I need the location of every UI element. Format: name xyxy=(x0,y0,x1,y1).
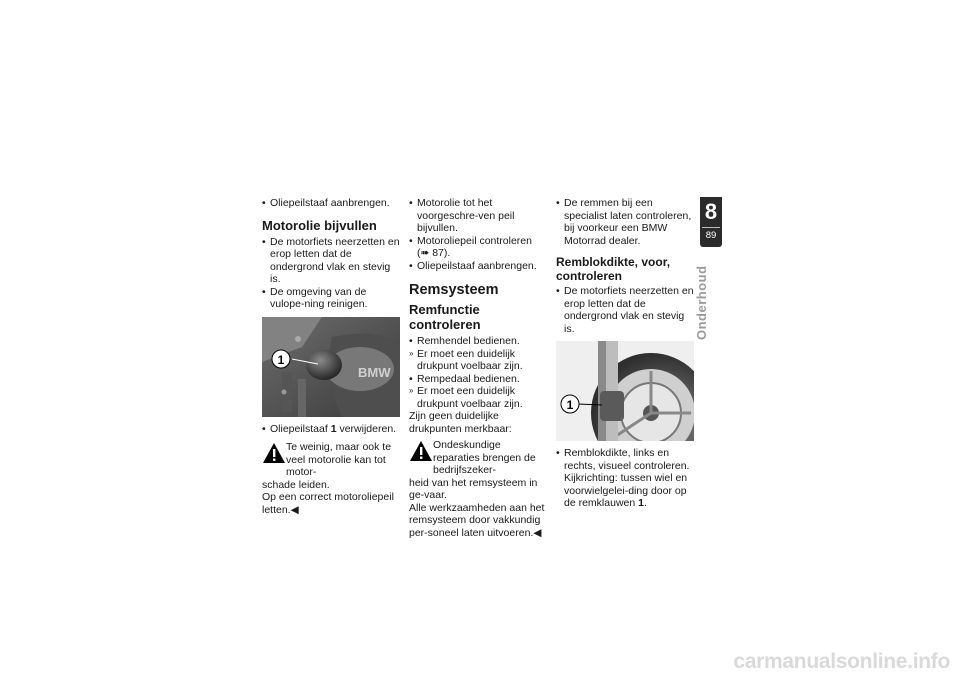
list-item: • Oliepeilstaaf aanbrengen. xyxy=(409,259,537,272)
list-item: • Remblokdikte, links en rechts, visueel controleren. Kijkrichting: tussen wiel en voorwielgelei-ding door op de remklauwen 1. xyxy=(556,447,690,509)
subsection-heading: Remfunctie controleren xyxy=(409,302,481,332)
list-item: • Oliepeilstaaf aanbrengen. xyxy=(262,197,390,209)
chapter-title: Onderhoud xyxy=(694,265,709,340)
warning-box: Ondeskundige reparaties brengen de bedrijfszeker- xyxy=(409,439,547,477)
svg-text:BMW: BMW xyxy=(358,364,391,380)
chapter-tab xyxy=(700,197,722,247)
page-number: 89 xyxy=(705,230,717,241)
list-item: • De motorfiets neerzetten en erop letten dat de ondergrond vlak en stevig is. xyxy=(556,285,694,335)
photo-callout-1: 1 xyxy=(277,352,285,367)
watermark: carmanualsonline.info xyxy=(733,650,950,673)
list-item: • Motorolie tot het voorgeschre-ven peil bijvullen. xyxy=(409,197,515,234)
list-item: • Oliepeilstaaf 1 verwijderen. xyxy=(262,422,397,435)
result-item: » Er moet een duidelijk drukpunt voelbaar zijn. xyxy=(409,347,523,372)
column-1: • Oliepeilstaaf aanbrengen. Motorolie bijvullen • De motorfiets neerzetten en erop letten dat de ondergrond vlak en stevig is. • De omgeving van de vulope-ning reinigen. BMW 1 • Oliepeilstaaf 1 verwijderen. Te weinig, maar ook te veel motorolie kan tot motor- schade leiden. Op een correct motoroliepeil letten.◀ xyxy=(262,197,402,516)
chapter-number: 8 xyxy=(704,199,718,224)
section-heading: Motorolie bijvullen xyxy=(262,217,377,233)
column-3 xyxy=(556,197,694,510)
photo-callout-1: 1 xyxy=(566,398,574,412)
end-marker: ◀ xyxy=(533,526,542,539)
warning-box: Te weinig, maar ook te veel motorolie kan tot motor- xyxy=(262,441,402,479)
list-item: • De motorfiets neerzetten en erop letten dat de ondergrond vlak en stevig is. xyxy=(262,235,400,285)
list-item: • De remmen bij een specialist laten controleren, bij voorkeur een BMW Motorrad dealer. xyxy=(556,197,692,247)
list-item: • De omgeving van de vulope-ning reinigen. xyxy=(262,285,368,310)
front-brake-photo xyxy=(556,341,694,441)
column-2: • Motorolie tot het voorgeschre-ven peil bijvullen. • Motoroliepeil controleren (➠ 87). • Oliepeilstaaf aanbrengen. Remsysteem Remfunctie controleren • Remhendel bedienen. » Er moet een duidelijk drukpunt voelbaar zijn. • Rempedaal bedienen. » Er moet een duidelijk drukpunt voelbaar zijn. Zijn geen duidelijke drukpunten merkbaar: Ondeskundige reparaties brengen de bedrijfszeker- heid van het remsysteem in ge-vaar. Alle werkzaamheden aan het remsysteem door vakkundig per-soneel laten uitvoeren.◀ xyxy=(409,197,547,539)
list-item: • Motoroliepeil controleren (➠ 87). xyxy=(409,234,532,259)
end-marker: ◀ xyxy=(290,503,299,516)
warning-icon xyxy=(409,439,433,463)
list-item: • Rempedaal bedienen. xyxy=(409,372,520,385)
warning-icon xyxy=(262,441,286,465)
section-heading: Remsysteem xyxy=(409,282,499,298)
list-item: • Remhendel bedienen. xyxy=(409,335,520,347)
result-item: » Er moet een duidelijk drukpunt voelbaar zijn. xyxy=(409,385,523,410)
oil-filler-photo xyxy=(262,317,402,417)
section-heading: Remblokdikte, voor, controleren xyxy=(556,255,671,283)
divider xyxy=(702,227,720,228)
